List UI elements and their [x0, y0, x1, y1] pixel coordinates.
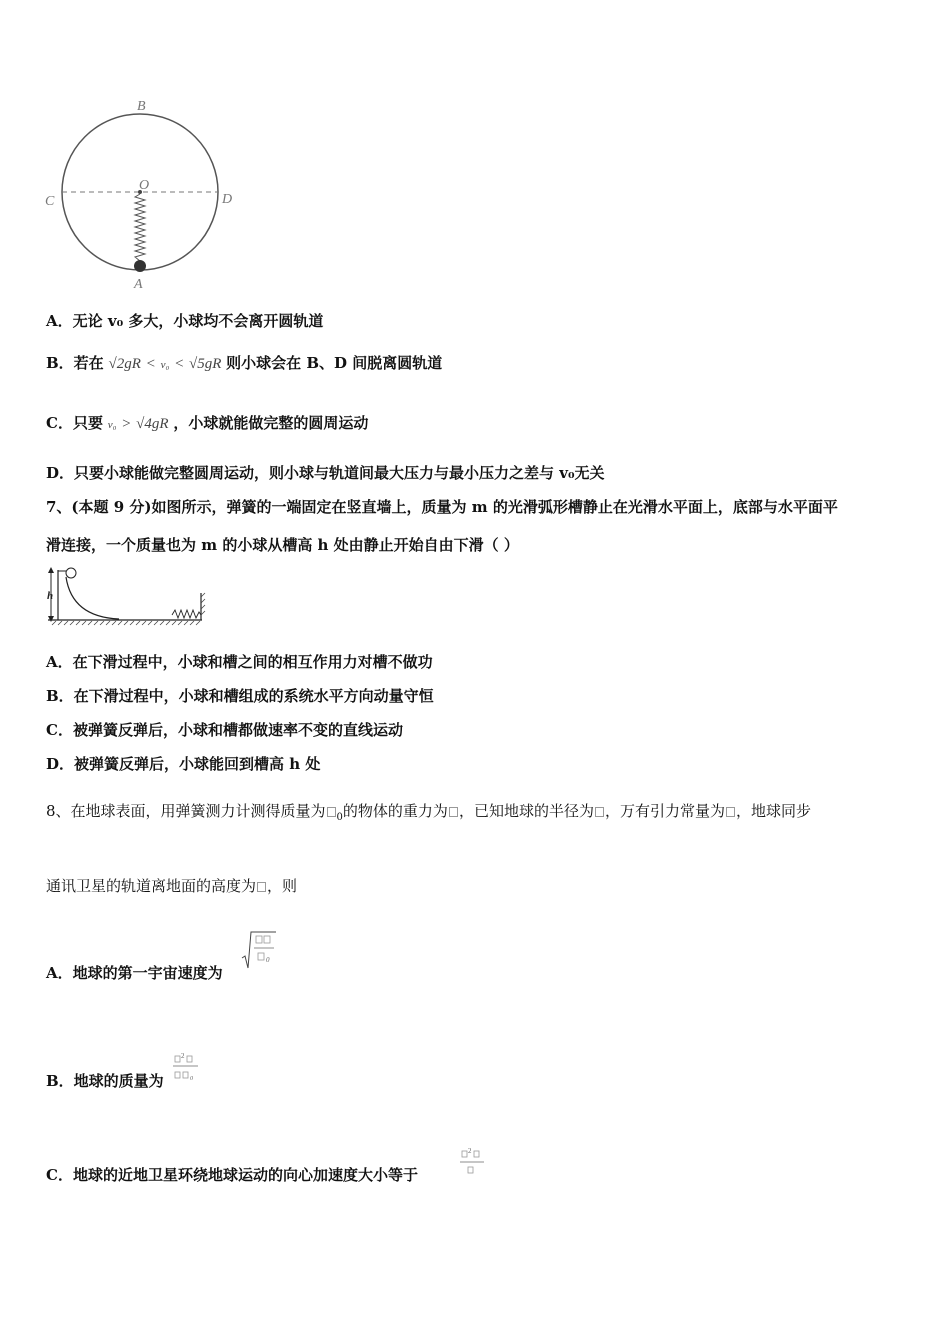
- q6-option-c-prefix: C．只要: [46, 414, 103, 432]
- subscript-0: 0: [336, 812, 343, 823]
- q8-stem-part: 的物体的重力为: [342, 802, 448, 820]
- placeholder-symbol-icon: [327, 807, 336, 817]
- q8-option-a-formula: [240, 928, 280, 972]
- groove-arc: [66, 577, 119, 619]
- placeholder-symbol-icon: [462, 1151, 467, 1157]
- sqrt-sign-icon: [242, 932, 276, 968]
- placeholder-symbol-icon: [264, 936, 270, 943]
- placeholder-symbol-icon: [258, 953, 264, 960]
- q8-stem-part: 通讯卫星的轨道离地面的高度为: [46, 877, 257, 895]
- label-c: C: [45, 194, 55, 209]
- greater-than-sign: >: [121, 416, 132, 432]
- placeholder-symbol-icon: [468, 1167, 473, 1173]
- q8-option-a: A．地球的第一宇宙速度为: [46, 964, 223, 982]
- q8-stem-part: ，则: [267, 877, 298, 895]
- height-arrow-bottom-icon: [48, 616, 54, 622]
- q8-stem-line2: [46, 875, 297, 897]
- horizontal-spring-icon: [172, 610, 201, 618]
- slope-spring-figure: [44, 565, 209, 627]
- q8-option-c: C．地球的近地卫星环绕地球运动的向心加速度大小等于: [46, 1166, 418, 1184]
- label-o: O: [139, 178, 150, 193]
- less-than-sign: <: [145, 356, 156, 372]
- placeholder-symbol-icon: [726, 807, 735, 817]
- q8-option-b: B．地球的质量为: [46, 1072, 164, 1090]
- label-a: A: [134, 277, 143, 292]
- q6-option-b-sqrt5gr: √5gR: [188, 356, 222, 372]
- q6-option-b-prefix: B．若在: [46, 354, 104, 372]
- wall-hatching: [201, 593, 205, 615]
- q8-option-c-formula: [458, 1146, 488, 1182]
- placeholder-symbol-icon: [449, 807, 458, 817]
- placeholder-symbol-icon: [474, 1151, 479, 1157]
- q6-option-b-sqrt2gr: √2gR: [108, 356, 141, 372]
- ground-hatching: [52, 621, 200, 625]
- subscript-0: 0: [190, 1076, 193, 1082]
- q8-stem-part: ，已知地球的半径为: [458, 802, 594, 820]
- q6-option-c-suffix: ，小球就能做完整的圆周运动: [173, 414, 369, 432]
- height-label: h: [47, 590, 54, 602]
- q8-stem-line1: [46, 800, 811, 829]
- q8-stem-part: 8、在地球表面，用弹簧测力计测得质量为: [46, 802, 326, 820]
- q7-option-b: B．在下滑过程中，小球和槽组成的系统水平方向动量守恒: [46, 687, 434, 705]
- small-ball: [66, 568, 76, 578]
- ball: [134, 260, 146, 272]
- q8-stem-part: ，万有引力常量为: [604, 802, 725, 820]
- placeholder-symbol-icon: [175, 1072, 180, 1078]
- superscript-2: 2: [181, 1052, 185, 1060]
- q8-stem-part: ，地球同步: [735, 802, 811, 820]
- placeholder-symbol-icon: [187, 1056, 192, 1062]
- q7-option-a: A．在下滑过程中，小球和槽之间的相互作用力对槽不做功: [46, 653, 433, 671]
- subscript-0: 0: [266, 956, 270, 964]
- less-than-sign: <: [174, 356, 185, 372]
- q6-option-b: [46, 352, 442, 376]
- q7-option-c: C．被弹簧反弹后，小球和槽都做速率不变的直线运动: [46, 721, 403, 739]
- placeholder-symbol-icon: [595, 807, 604, 817]
- q6-option-c: [46, 412, 368, 436]
- circle-track-figure: [40, 95, 250, 295]
- label-d: D: [222, 192, 233, 207]
- q8-option-b-formula: [172, 1050, 202, 1086]
- q7-stem-line2: 滑连接，一个质量也为 m 的小球从槽高 h 处由静止开始自由下滑（ ）: [46, 536, 519, 554]
- q6-option-d: D．只要小球能做完整圆周运动，则小球与轨道间最大压力与最小压力之差与 v₀无关: [46, 464, 605, 482]
- superscript-2: 2: [468, 1147, 472, 1155]
- placeholder-symbol-icon: [183, 1072, 188, 1078]
- q7-stem-line1: 7、(本题 9 分)如图所示，弹簧的一端固定在竖直墙上，质量为 m 的光滑弧形槽静止在光滑水平面上，底部与水平面平: [46, 498, 838, 516]
- label-b: B: [137, 99, 146, 114]
- height-arrow-top-icon: [48, 567, 54, 573]
- placeholder-symbol-icon: [256, 936, 262, 943]
- q7-option-d: D．被弹簧反弹后，小球能回到槽高 h 处: [46, 755, 321, 773]
- q6-option-a: A．无论 v₀ 多大，小球均不会离开圆轨道: [46, 312, 324, 330]
- q6-option-b-suffix: 则小球会在 B、D 间脱离圆轨道: [226, 354, 443, 372]
- q6-option-c-sqrt4gr: √4gR: [136, 416, 169, 432]
- v0-symbol: v₀: [160, 359, 170, 371]
- placeholder-symbol-icon: [175, 1056, 180, 1062]
- v0-symbol: v₀: [107, 419, 117, 431]
- spring-icon: [135, 194, 145, 261]
- placeholder-symbol-icon: [257, 882, 266, 892]
